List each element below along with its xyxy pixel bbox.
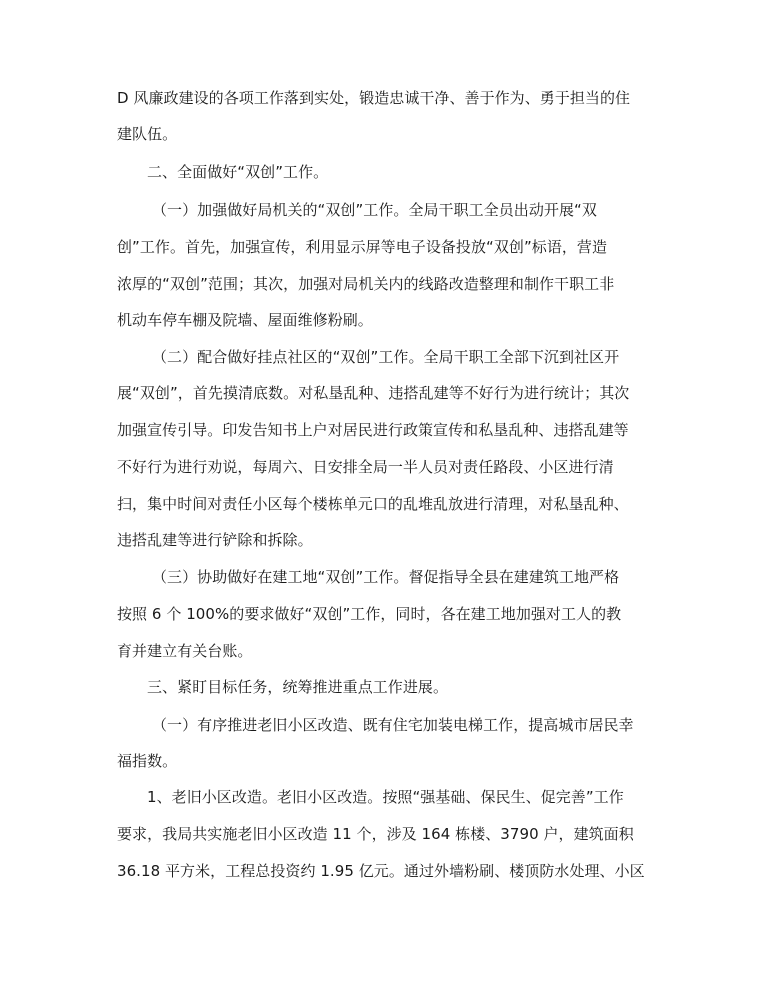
text-line: D 风廉政建设的各项工作落到实处，锻造忠诚干净、善于作为、勇于担当的住: [117, 89, 631, 107]
text-line: 按照 6 个 100%的要求做好“双创”工作，同时，各在建工地加强对工人的教: [117, 605, 622, 623]
text-line: 展“双创”，首先摸清底数。对私垦乱种、违搭乱建等不好行为进行统计；其次: [117, 384, 630, 402]
text-line: 福指数。: [117, 752, 178, 770]
text-line: 不好行为进行劝说，每周六、日安排全局一半人员对责任路段、小区进行清: [117, 458, 614, 476]
text-line: 加强宣传引导。印发告知书上户对居民进行政策宣传和私垦乱种、违搭乱建等: [117, 421, 629, 439]
subsection-heading: （一）有序推进老旧小区改造、既有住宅加装电梯工作，提高城市居民幸: [152, 716, 634, 734]
section-heading: 二、全面做好“双创”工作。: [147, 163, 329, 181]
subsection-heading: （一）加强做好局机关的“双创”工作。全局干职工全员出动开展“双: [152, 201, 597, 219]
text-line: 浓厚的“双创”范围；其次，加强对局机关内的线路改造整理和制作干职工非: [117, 275, 615, 293]
text-line: 建队伍。: [117, 125, 178, 143]
text-line: 创”工作。首先，加强宣传，利用显示屏等电子设备投放“双创”标语，营造: [117, 238, 608, 256]
subsection-heading: （二）配合做好挂点社区的“双创”工作。全局干职工全部下沉到社区开: [152, 348, 620, 366]
text-line: 育并建立有关台账。: [117, 642, 253, 660]
section-heading: 三、紧盯目标任务，统筹推进重点工作进展。: [147, 678, 449, 696]
text-line: 违搭乱建等进行铲除和拆除。: [117, 531, 313, 549]
text-line: 36.18 平方米，工程总投资约 1.95 亿元。通过外墙粉刷、楼顶防水处理、小区: [117, 862, 645, 880]
text-line: 机动车停车棚及院墙、屋面维修粉刷。: [117, 311, 373, 329]
text-line: 扫，集中时间对责任小区每个楼栋单元口的乱堆乱放进行清理，对私垦乱种、: [117, 495, 629, 513]
item-heading: 1、老旧小区改造。老旧小区改造。按照“强基础、保民生、促完善”工作: [147, 788, 624, 806]
text-line: 要求，我局共实施老旧小区改造 11 个，涉及 164 栋楼、3790 户，建筑面积: [117, 825, 634, 843]
subsection-heading: （三）协助做好在建工地“双创”工作。督促指导全县在建建筑工地严格: [152, 568, 620, 586]
